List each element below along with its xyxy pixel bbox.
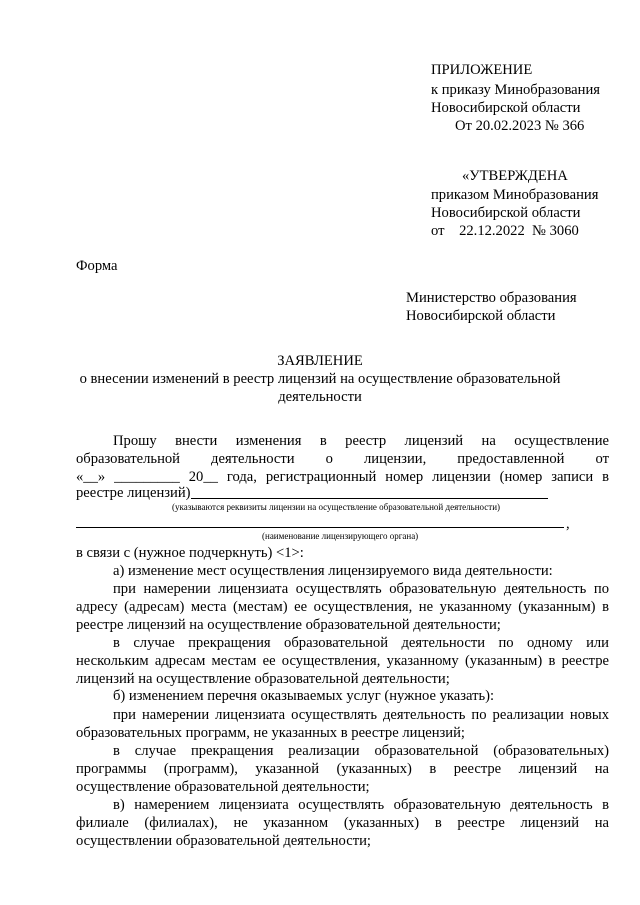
comma: , — [566, 516, 570, 532]
paragraph-line: адресу (адресам) места (местам) ее осуществления, не указанному (указанным) в — [76, 599, 609, 615]
licensing-authority-field[interactable] — [76, 527, 564, 528]
paragraph-line: при намерении лицензиата осуществлять деятельность по реализации новых — [113, 707, 609, 723]
approved-order-number: от 22.12.2022 № 3060 — [431, 223, 579, 239]
approved-title: «УТВЕРЖДЕНА — [462, 168, 568, 184]
paragraph-line: в) намерением лицензиата осуществлять образовательную деятельность в — [113, 797, 609, 813]
paragraph-line: программы (программ), указанной (указанных) в реестре лицензий на — [76, 761, 609, 777]
item-b: б) изменением перечня оказываемых услуг (нужное указать): — [113, 688, 495, 704]
paragraph-line: при намерении лицензиата осуществлять образовательную деятельность по — [113, 581, 609, 597]
addressee-line: Министерство образования — [406, 290, 577, 306]
request-line: «__» _________ 20__ года, регистрационный номер лицензии (номер записи в — [76, 469, 609, 485]
paragraph-line: филиале (филиалах), не указанном (указанных) в реестре лицензий на — [76, 815, 609, 831]
paragraph-line: реестре лицензий на осуществление образовательной деятельности; — [76, 617, 501, 633]
document-title: ЗАЯВЛЕНИЕ — [277, 353, 363, 369]
request-line: Прошу внести изменения в реестр лицензий на осуществление — [113, 433, 609, 449]
document-subtitle: о внесении изменений в реестр лицензий на осуществление образовательной — [79, 371, 561, 387]
appendix-title: ПРИЛОЖЕНИЕ — [431, 62, 533, 78]
licensing-authority-hint: (наименование лицензирующего органа) — [262, 531, 419, 541]
paragraph-line: образовательных программ, не указанных в реестре лицензий; — [76, 725, 465, 741]
paragraph-line: нескольким адресам местам ее осуществления, указанному (указанным) в реестре — [76, 653, 609, 669]
item-a: а) изменение мест осуществления лицензируемого вида деятельности: — [113, 563, 553, 579]
paragraph-line: в случае прекращения реализации образовательной (образовательных) — [113, 743, 609, 759]
appendix-line: к приказу Минобразования — [431, 82, 600, 98]
paragraph-line: лицензий на осуществление образовательной деятельности; — [76, 671, 450, 687]
approved-line: приказом Минобразования — [431, 187, 599, 203]
license-details-hint: (указываются реквизиты лицензии на осуществление образовательной деятельности) — [172, 502, 501, 512]
paragraph-line: осуществление образовательной деятельности; — [76, 779, 370, 795]
reason-line: в связи с (нужное подчеркнуть) <1>: — [76, 545, 304, 561]
form-label: Форма — [76, 258, 118, 274]
appendix-order-number: От 20.02.2023 № 366 — [455, 118, 585, 134]
appendix-line: Новосибирской области — [431, 100, 581, 116]
addressee-line: Новосибирской области — [406, 308, 556, 324]
document-subtitle: деятельности — [278, 389, 362, 405]
paragraph-line: в случае прекращения образовательной деятельности по одному или — [113, 635, 609, 651]
request-line: реестре лицензий) — [76, 485, 191, 501]
paragraph-line: осуществлении образовательной деятельности; — [76, 833, 371, 849]
approved-line: Новосибирской области — [431, 205, 581, 221]
license-details-field[interactable] — [191, 498, 548, 499]
request-line: образовательной деятельности о лицензии, предоставленной от — [76, 451, 609, 467]
